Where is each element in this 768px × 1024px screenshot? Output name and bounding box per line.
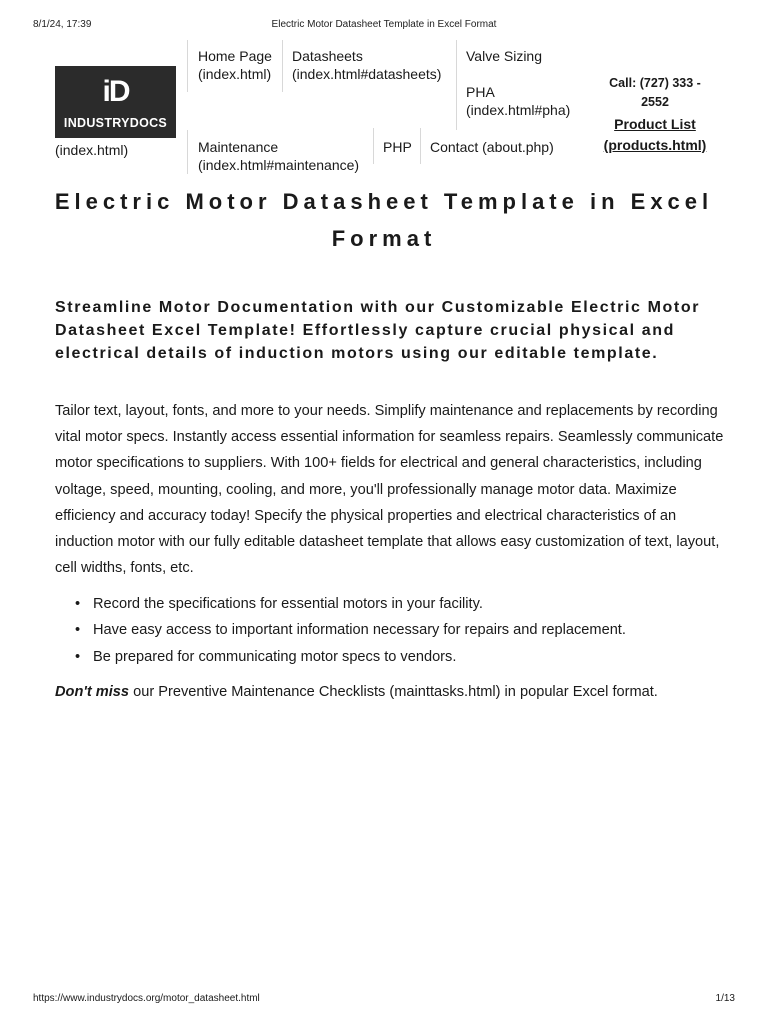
feature-list bbox=[55, 591, 725, 670]
nav-item-maintenance-href: (index.html#maintenance) bbox=[198, 157, 360, 173]
product-list-label: Product List bbox=[614, 116, 696, 132]
nav-item-datasheets-label: Datasheets bbox=[292, 48, 363, 64]
nav-divider bbox=[187, 130, 188, 174]
intro-paragraph: Tailor text, layout, fonts, and more to your needs. Simplify maintenance and replacements by recording vital motor specs. Instantly access essential information for seamless repairs. Seamlessly communicate motor specifications to suppliers. With 100+ fields for electrical and general characteristics, including voltage, speed, mounting, cooling, and more, you'll professionally manage motor data. Maximize efficiency and accuracy today! Specify the physical properties and electrical characteristics of an induction motor with our fully editable datasheet template that allows easy customization of text, layout, cell widths, fonts, etc. bbox=[55, 403, 724, 577]
nav-item-pha-label: PHA bbox=[466, 84, 495, 100]
nav-item-valve-sizing[interactable]: Valve Sizing bbox=[466, 48, 543, 64]
print-footer-url: https://www.industrydocs.org/motor_datasheet.html bbox=[33, 993, 260, 1004]
print-footer-page: 1/13 bbox=[715, 993, 735, 1004]
product-list-href: (products.html) bbox=[603, 137, 707, 153]
list-item: • Be prepared for communicating motor specs to vendors. bbox=[55, 644, 725, 670]
dont-miss-note bbox=[55, 679, 695, 706]
nav-divider bbox=[420, 128, 421, 164]
nav-item-home[interactable] bbox=[198, 47, 272, 83]
phone-line-1: Call: (727) 333 - bbox=[609, 76, 701, 90]
page-subtitle: Streamline Motor Documentation with our Customizable Electric Motor Datasheet Excel Template! Effortlessly capture crucial physical and electrical details of induction motors using our editable template. bbox=[55, 299, 701, 362]
nav-item-pha-href: (index.html#pha) bbox=[466, 102, 571, 118]
nav-divider bbox=[187, 40, 188, 92]
industrydocs-logo[interactable] bbox=[55, 66, 176, 138]
product-list-link[interactable] bbox=[585, 114, 725, 156]
phone-contact bbox=[585, 74, 725, 112]
list-item: • Have easy access to important information necessary for repairs and replacement. bbox=[55, 617, 725, 643]
logo-name: INDUSTRYDOCS bbox=[63, 116, 168, 130]
nav-item-maintenance-label: Maintenance bbox=[198, 139, 279, 155]
list-item: • Record the specifications for essential motors in your facility. bbox=[55, 591, 725, 617]
print-datetime: 8/1/24, 17:39 bbox=[33, 19, 92, 30]
nav-item-datasheets-href: (index.html#datasheets) bbox=[292, 66, 442, 82]
nav-item-contact[interactable]: Contact (about.php) bbox=[430, 139, 554, 155]
nav-divider bbox=[456, 40, 457, 130]
nav-item-datasheets[interactable] bbox=[292, 47, 441, 83]
nav-divider bbox=[373, 128, 374, 164]
logo-mark: iD bbox=[102, 75, 129, 108]
nav-item-maintenance[interactable] bbox=[198, 138, 359, 174]
print-document-title: Electric Motor Datasheet Template in Excel Format bbox=[271, 19, 497, 30]
phone-line-2: 2552 bbox=[641, 95, 669, 109]
logo-link-text[interactable]: (index.html) bbox=[55, 142, 129, 158]
dont-miss-emphasis: Don't miss bbox=[55, 684, 130, 700]
nav-item-home-href: (index.html) bbox=[198, 66, 272, 82]
page-title: Electric Motor Datasheet Template in Excel Format bbox=[54, 189, 714, 251]
nav-divider bbox=[282, 40, 283, 92]
nav-item-php[interactable]: PHP bbox=[383, 139, 412, 155]
nav-item-home-label: Home Page bbox=[198, 48, 272, 64]
dont-miss-text[interactable]: our Preventive Maintenance Checklists (mainttasks.html) in popular Excel format. bbox=[129, 684, 658, 700]
nav-item-pha[interactable] bbox=[466, 83, 570, 119]
